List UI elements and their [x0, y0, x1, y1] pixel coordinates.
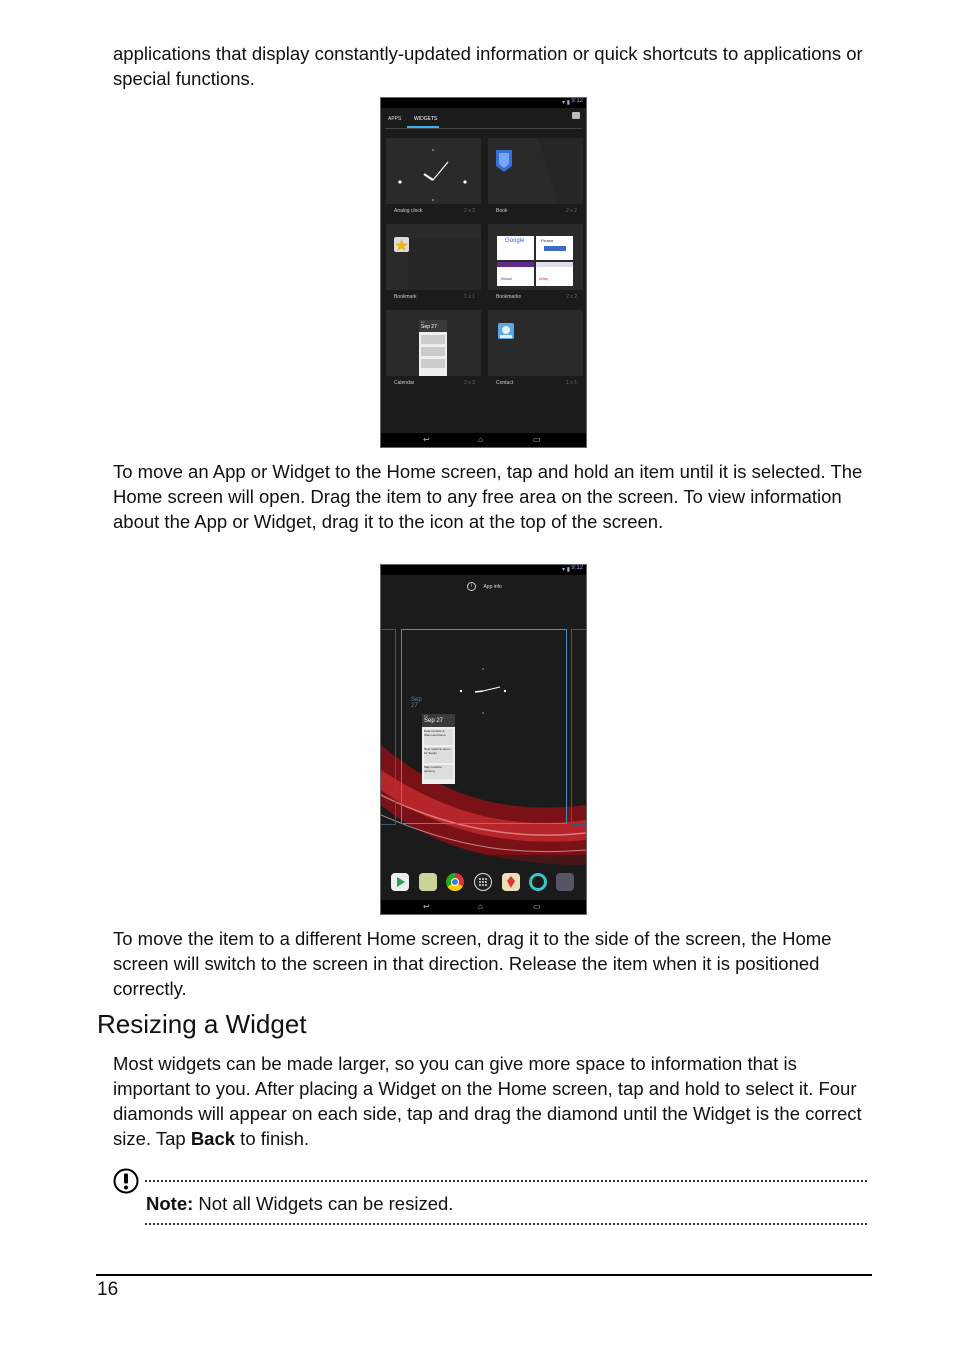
widget-label: Bookmark	[394, 294, 417, 300]
navigation-bar	[381, 900, 586, 914]
widget-size: 1 x 1	[464, 294, 475, 300]
status-time: 9:12	[571, 98, 583, 104]
calendar-event: New machine demo for Sergio	[424, 747, 453, 763]
tab-divider	[385, 128, 582, 129]
home-icon[interactable]: ⌂	[478, 435, 483, 444]
widget-book[interactable]	[488, 138, 583, 216]
calendar-event: Data Centers & Warm-ies Demo	[424, 729, 453, 745]
widget-calendar[interactable]	[386, 310, 481, 388]
home-icon[interactable]: ⌂	[478, 902, 483, 911]
maps-icon[interactable]	[502, 873, 520, 891]
camera-icon[interactable]	[556, 873, 574, 891]
widget-label: Book	[496, 208, 508, 214]
book-icon	[488, 138, 583, 204]
widget-size: 1 x 1	[566, 380, 577, 386]
back-icon[interactable]: ↩	[423, 435, 430, 444]
section-heading: Resizing a Widget	[97, 1009, 307, 1039]
calendar-ghost: Sep 27	[411, 697, 422, 709]
analog-clock-icon	[386, 138, 481, 204]
home-screen-screenshot	[380, 564, 587, 915]
bookmark-thumb-yahoo: Yahoo!	[497, 262, 534, 286]
widget-contact[interactable]	[488, 310, 583, 388]
widget-label: Calendar	[394, 380, 415, 386]
widget-bookmarks[interactable]	[488, 224, 583, 302]
switch-paragraph: To move the item to a different Home screen, drag it to the side of the screen, the Home screen will switch to the screen in that direction. Release the item when it is positioned correctly.	[113, 928, 832, 999]
bookmark-thumb-ebay: eBay	[536, 262, 573, 286]
widget-size: 2 x 2	[566, 294, 577, 300]
footer-rule	[96, 1274, 872, 1276]
status-bar	[381, 565, 586, 575]
calendar-widget[interactable]: Fri Sep 27 Data Centers & Warm-ies Demo New machine demo for Sergio Map machine uprising	[422, 714, 455, 784]
note-warning-icon	[113, 1168, 139, 1194]
widget-bookmark[interactable]	[386, 224, 481, 302]
widgets-drawer-screenshot	[380, 97, 587, 448]
app-info-label: App info	[483, 583, 502, 590]
status-bar	[381, 98, 586, 108]
widget-label: Analog clock	[394, 208, 423, 214]
right-page-edge[interactable]	[571, 629, 586, 825]
widget-label: Bookmarks	[496, 294, 522, 300]
bookmark-star-icon	[386, 224, 481, 290]
widget-size: 2 x 2	[566, 208, 577, 214]
status-time: 9:12	[571, 565, 583, 571]
all-apps-icon[interactable]	[474, 873, 492, 891]
back-keyword: Back	[190, 1128, 236, 1149]
widget-label: Contact	[496, 380, 514, 386]
navigation-bar	[381, 433, 586, 447]
status-icons: ▾ ▮	[562, 567, 570, 573]
calendar-event: Map machine uprising	[424, 765, 453, 779]
store-icon[interactable]	[572, 112, 580, 119]
note-bottom-divider	[145, 1223, 867, 1225]
app-info-drop-target[interactable]	[467, 578, 502, 588]
note-body: Not all Widgets can be resized.	[193, 1193, 454, 1214]
tab-apps[interactable]: APPS	[388, 116, 402, 122]
contact-icon	[488, 310, 583, 376]
page-number: 16	[97, 1279, 119, 1300]
music-icon[interactable]	[529, 873, 547, 891]
note-top-divider	[145, 1180, 867, 1182]
note	[146, 1191, 453, 1216]
recent-apps-icon[interactable]: ▭	[533, 902, 541, 911]
move-paragraph: To move an App or Widget to the Home screen, tap and hold an item until it is selected. The Home screen will open. Drag the item to any free area on the screen. To view information about the App or Widget, drag it to the icon at the top of the screen.	[113, 461, 863, 532]
chrome-icon[interactable]	[446, 873, 464, 891]
analog-clock-widget	[453, 661, 513, 721]
play-store-icon[interactable]	[391, 873, 409, 891]
widget-analog-clock[interactable]	[386, 138, 481, 216]
info-icon: i	[467, 582, 476, 591]
widget-size: 3 x 3	[464, 380, 475, 386]
bookmark-thumb-picasa: Picasa	[536, 236, 573, 260]
recent-apps-icon[interactable]: ▭	[533, 435, 541, 444]
widget-size: 2 x 2	[464, 208, 475, 214]
status-icons: ▾ ▮	[562, 100, 570, 106]
tab-widgets[interactable]: WIDGETS	[414, 116, 438, 122]
note-label: Note:	[146, 1193, 194, 1214]
left-page-edge[interactable]	[381, 629, 396, 825]
back-icon[interactable]: ↩	[423, 902, 430, 911]
intro-paragraph: applications that display constantly-updated information or quick shortcuts to applications or special functions.	[113, 43, 863, 89]
calendar-preview: Fri Sep 27	[419, 320, 447, 376]
bookmark-thumb-google: Google	[497, 236, 534, 260]
gallery-icon[interactable]	[419, 873, 437, 891]
resize-paragraph: Most widgets can be made larger, so you can give more space to information that is important to you. After placing a Widget on the Home screen, tap and hold to select it. Four diamonds will appear on each side, tap and drag the diamond until the Widget is the correct size. Tap Back to finish.	[113, 1053, 862, 1149]
